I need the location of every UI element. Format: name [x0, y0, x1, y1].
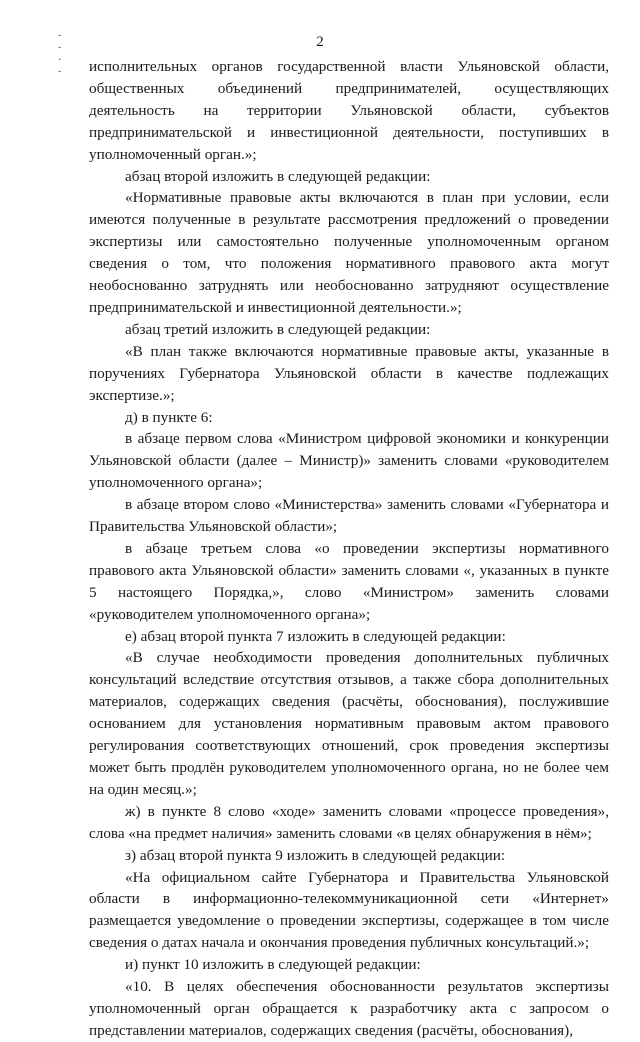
paragraph: в абзаце втором слово «Министерства» заменить словами «Губернатора и Правительства Ульяновской области»; [89, 496, 609, 536]
document-body [89, 56, 609, 1042]
paragraph: и) пункт 10 изложить в следующей редакции: [125, 956, 421, 974]
paragraph: «10. В целях обеспечения обоснованности результатов экспертизы уполномоченный орган обращается к разработчику акта с запросом о представлении материалов, содержащих сведения (расчёты, обоснования), [89, 978, 609, 1039]
margin-mark: - [57, 67, 63, 77]
paragraph: «В план также включаются нормативные правовые акты, указанные в поручениях Губернатора Ульяновской области в качестве подлежащих экспертизе.»; [89, 342, 609, 404]
paragraph: «Нормативные правовые акты включаются в план при условии, если имеются полученные в результате рассмотрения предложений о проведении экспертизы или самостоятельно полученные уполномоченным органом сведения о том, что положения нормативного правового акта могут необоснованно затруднять или необоснованно затрудняют осуществление предпринимательской и инвестиционной деятельности.»; [89, 189, 609, 316]
paragraph: «На официальном сайте Губернатора и Правительства Ульяновской области в информационно-телекоммуникационной сети «Интернет» размещается уведомление о проведении экспертизы, содержащее в том числе сведения о датах начала и окончания проведения публичных консультаций.»; [89, 868, 609, 952]
page-number: 2 [316, 34, 324, 50]
paragraph: в абзаце первом слова «Министром цифровой экономики и конкуренции Ульяновской области (далее – Министр)» заменить словами «руководителем уполномоченного органа»; [89, 430, 609, 492]
paragraph: абзац второй изложить в следующей редакции: [125, 167, 431, 185]
paragraph: ж) в пункте 8 слово «ходе» заменить словами «процессе проведения», слова «на предмет наличия» заменить словами «в целях обнаружения в нём»; [89, 802, 609, 842]
paragraph: исполнительных органов государственной власти Ульяновской области, общественных объединений предпринимателей, осуществляющих деятельность на территории Ульяновской области, субъектов предпринимательской и инвестиционной деятельности, поступивших в уполномоченный орган.»; [89, 58, 609, 163]
paragraph: в абзаце третьем слова «о проведении экспертизы нормативного правового акта Ульяновской области» заменить словами «, указанных в пункте 5 настоящего Порядка,», слово «Министром» заменить словами «руководителем уполномоченного органа»; [89, 539, 609, 623]
paragraph: абзац третий изложить в следующей редакции: [125, 320, 431, 338]
margin-mark: - [57, 43, 63, 53]
paragraph: з) абзац второй пункта 9 изложить в следующей редакции: [125, 846, 506, 864]
paragraph: «В случае необходимости проведения дополнительных публичных консультаций вследствие отсутствия отзывов, а также сбора дополнительных материалов, содержащих сведения (расчёты, обоснования), послужившие основанием для установления нормативным правовым актом правового регулирования соответствующих отношений, срок проведения экспертизы может быть продлён руководителем уполномоченного органа, но не более чем на один месяц.»; [89, 649, 609, 798]
margin-mark: · [57, 55, 63, 65]
paragraph: е) абзац второй пункта 7 изложить в следующей редакции: [125, 627, 506, 645]
margin-mark: - [57, 31, 63, 41]
paragraph: д) в пункте 6: [125, 408, 213, 426]
